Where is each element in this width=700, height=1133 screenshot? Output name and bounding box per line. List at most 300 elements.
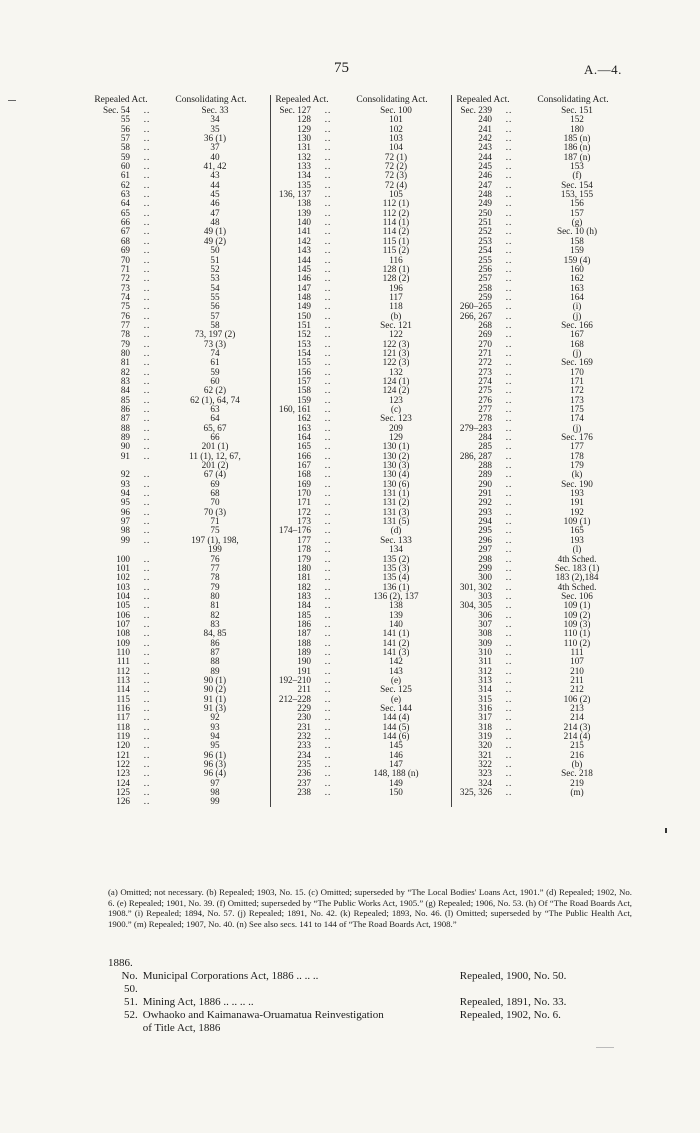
leader-dots: .. bbox=[505, 142, 513, 153]
repealed-section: 88 bbox=[120, 422, 130, 433]
leader-dots: .. bbox=[143, 749, 151, 760]
consolidating-section: 122 (3) bbox=[382, 357, 410, 368]
leader-dots: .. bbox=[505, 245, 513, 256]
table-row bbox=[90, 405, 270, 414]
repealed-section: 69 bbox=[120, 245, 130, 256]
repealed-section: 317 bbox=[478, 712, 492, 723]
leader-dots: .. bbox=[143, 133, 151, 144]
leader-dots: .. bbox=[324, 478, 332, 489]
concordance-table bbox=[90, 95, 630, 807]
leader-dots: .. bbox=[324, 273, 332, 284]
repealed-section: 160, 161 bbox=[278, 404, 311, 414]
leader-dots: .. bbox=[143, 422, 151, 433]
consolidating-section: 35 bbox=[210, 123, 220, 134]
leader-dots: .. bbox=[324, 114, 332, 125]
consolidating-section: (b) bbox=[390, 310, 402, 321]
consolidating-section: 78 bbox=[210, 572, 220, 583]
leader-dots: .. bbox=[505, 375, 513, 386]
repealed-section: 142 bbox=[297, 235, 311, 246]
repealed-section: 318 bbox=[478, 721, 492, 732]
leader-dots: .. bbox=[505, 572, 513, 583]
repealed-section: 154 bbox=[297, 347, 311, 358]
leader-dots: .. bbox=[143, 366, 151, 377]
table-row bbox=[90, 508, 270, 517]
repealed-section: 325, 326 bbox=[459, 787, 492, 798]
repealed-section: 171 bbox=[297, 497, 311, 508]
leader-dots: .. bbox=[143, 142, 151, 153]
repealed-section: 251 bbox=[478, 217, 492, 228]
repealed-section: 65 bbox=[120, 207, 130, 218]
page-number: 75 bbox=[334, 60, 349, 76]
consolidating-section: 115 (1) bbox=[382, 235, 410, 246]
repealed-section: 182 bbox=[297, 581, 311, 592]
leader-dots: .. bbox=[143, 777, 151, 788]
repealed-section: 114 bbox=[116, 684, 130, 695]
leader-dots: .. bbox=[505, 329, 513, 340]
leader-dots: .. bbox=[324, 590, 332, 601]
leader-dots: .. bbox=[324, 581, 332, 592]
consolidating-section: 153, 155 bbox=[560, 189, 594, 200]
act-entry bbox=[108, 970, 648, 996]
consolidating-section: 34 bbox=[210, 114, 220, 125]
leader-dots: .. bbox=[505, 787, 513, 798]
consolidating-section: 165 bbox=[570, 525, 584, 536]
consolidating-section: 41, 42 bbox=[203, 161, 227, 172]
leader-dots: .. bbox=[324, 179, 332, 190]
repealed-section: 285 bbox=[478, 441, 492, 452]
leader-dots: .. bbox=[505, 404, 513, 414]
repealed-section: 312 bbox=[478, 665, 492, 676]
table-row bbox=[90, 265, 270, 274]
repealed-section: 148 bbox=[297, 291, 311, 302]
leader-dots: .. bbox=[143, 646, 151, 657]
leader-dots: .. bbox=[324, 301, 332, 312]
repealed-section: 163 bbox=[297, 422, 311, 433]
consolidating-section: 55 bbox=[210, 291, 220, 302]
leader-dots: .. bbox=[324, 151, 332, 162]
leader-dots: .. bbox=[505, 506, 513, 517]
repealed-section: 101 bbox=[116, 562, 130, 573]
consolidating-section: 121 (3) bbox=[382, 347, 410, 358]
consolidating-section: 130 (6) bbox=[382, 478, 410, 489]
repealed-section: 237 bbox=[297, 777, 311, 788]
leader-dots: .. bbox=[505, 646, 513, 657]
leader-dots: .. bbox=[324, 413, 332, 424]
consolidating-section: 74 bbox=[210, 347, 220, 358]
leader-dots: .. bbox=[143, 628, 151, 639]
table-row bbox=[90, 358, 270, 367]
year-heading: 1886. bbox=[108, 957, 133, 969]
repealed-section: 308 bbox=[478, 628, 492, 639]
consolidating-section: 81 bbox=[210, 600, 220, 611]
leader-dots: .. bbox=[324, 562, 332, 573]
leader-dots: .. bbox=[505, 189, 513, 200]
table-row bbox=[90, 153, 270, 162]
repealed-section: 106 bbox=[116, 609, 130, 620]
leader-dots: .. bbox=[324, 693, 332, 704]
repealed-section: 257 bbox=[478, 273, 492, 284]
repealed-section: 67 bbox=[120, 226, 130, 237]
consolidating-section: Sec. 125 bbox=[380, 684, 412, 695]
leader-dots: .. bbox=[505, 637, 513, 648]
leader-dots: .. bbox=[505, 217, 513, 228]
leader-dots: .. bbox=[143, 263, 151, 274]
repealed-section: 146 bbox=[297, 273, 311, 284]
consolidating-section: 96 (3) bbox=[203, 759, 227, 770]
repealed-section: 140 bbox=[297, 217, 311, 228]
consolidating-section: 4th Sched. bbox=[557, 553, 597, 564]
leader-dots: .. bbox=[324, 329, 332, 340]
repealed-section: 152 bbox=[297, 329, 311, 340]
table-row bbox=[90, 424, 270, 433]
consolidating-section: 95 bbox=[210, 740, 220, 751]
table-row bbox=[90, 284, 270, 293]
consolidating-section: 143 bbox=[389, 665, 403, 676]
consolidating-section: 197 (1), 198, bbox=[191, 534, 239, 545]
table-row bbox=[90, 330, 270, 339]
leader-dots: .. bbox=[324, 703, 332, 713]
leader-dots: .. bbox=[505, 525, 513, 536]
consolidating-section: 185 (n) bbox=[563, 133, 591, 144]
consolidating-section: 201 (1) bbox=[201, 441, 229, 452]
repealed-section: 84 bbox=[120, 385, 130, 396]
table-row bbox=[90, 349, 270, 358]
repealed-section: 229 bbox=[297, 703, 311, 713]
leader-dots: .. bbox=[324, 357, 332, 368]
leader-dots: .. bbox=[143, 329, 151, 340]
consolidating-section: 59 bbox=[210, 366, 220, 377]
repealed-section: 179 bbox=[297, 553, 311, 564]
consolidating-section: 94 bbox=[210, 731, 220, 742]
header-consolidating-act: Consolidating Act. bbox=[356, 95, 428, 105]
leader-dots: .. bbox=[324, 506, 332, 517]
leader-dots: .. bbox=[324, 404, 332, 414]
table-row bbox=[90, 312, 270, 321]
repealed-section: 304, 305 bbox=[459, 600, 492, 611]
leader-dots: .. bbox=[324, 516, 332, 527]
leader-dots: .. bbox=[505, 684, 513, 695]
table-row bbox=[90, 218, 270, 227]
consolidating-section: 160 bbox=[570, 263, 584, 274]
leader-dots: .. bbox=[324, 712, 332, 723]
leader-dots: .. bbox=[505, 394, 513, 405]
page-reference: A.—4. bbox=[584, 62, 622, 77]
repealed-section: 81 bbox=[120, 357, 130, 368]
consolidating-section: 158 bbox=[570, 235, 584, 246]
leader-dots: .. bbox=[324, 768, 332, 779]
consolidating-section: 214 (3) bbox=[563, 721, 591, 732]
leader-dots: .. bbox=[324, 721, 332, 732]
leader-dots: .. bbox=[143, 254, 151, 265]
repealed-section: 276 bbox=[478, 394, 492, 405]
consolidating-section: 179 bbox=[570, 460, 584, 471]
consolidating-section: 130 (3) bbox=[382, 460, 410, 471]
table-column bbox=[451, 106, 632, 807]
leader-dots: .. bbox=[505, 441, 513, 452]
consolidating-section: 109 (3) bbox=[563, 618, 591, 629]
repealed-section: 301, 302 bbox=[459, 581, 492, 592]
repealed-section: 130 bbox=[297, 133, 311, 144]
repealed-section: 103 bbox=[116, 581, 130, 592]
repealed-section: 180 bbox=[297, 562, 311, 573]
consolidating-section: 192 bbox=[570, 506, 584, 517]
consolidating-section: 153 bbox=[570, 161, 584, 172]
repealed-section: 110 bbox=[116, 646, 130, 657]
repealed-section: 71 bbox=[120, 263, 130, 274]
consolidating-section: 144 (6) bbox=[382, 731, 410, 742]
consolidating-section: 91 (1) bbox=[203, 693, 227, 704]
consolidating-section: 106 (2) bbox=[563, 693, 591, 704]
repealed-section: 123 bbox=[116, 768, 130, 779]
table-headers bbox=[90, 95, 630, 106]
repealed-section: 211 bbox=[297, 684, 311, 695]
consolidating-section: 37 bbox=[210, 142, 220, 153]
table-row bbox=[90, 106, 270, 115]
consolidating-section: 130 (4) bbox=[382, 469, 410, 480]
table-row bbox=[90, 125, 270, 134]
consolidating-section: 177 bbox=[570, 441, 584, 452]
consolidating-section: 171 bbox=[570, 375, 584, 386]
consolidating-section: 148, 188 (n) bbox=[373, 768, 419, 779]
margin-mark bbox=[665, 828, 667, 833]
consolidating-section: 40 bbox=[210, 151, 220, 162]
leader-dots: .. bbox=[324, 217, 332, 228]
consolidating-section: 129 bbox=[389, 432, 403, 443]
repealed-section: 72 bbox=[120, 273, 130, 284]
leader-dots: .. bbox=[143, 291, 151, 302]
consolidating-section: 97 bbox=[210, 777, 220, 788]
repealed-section: 104 bbox=[116, 590, 130, 601]
consolidating-section: 98 bbox=[210, 787, 220, 798]
leader-dots: .. bbox=[143, 562, 151, 573]
leader-dots: .. bbox=[505, 628, 513, 639]
consolidating-section: 162 bbox=[570, 273, 584, 284]
repealed-section: 68 bbox=[120, 235, 130, 246]
repealed-section: 93 bbox=[120, 478, 130, 489]
consolidating-section: 54 bbox=[210, 282, 220, 293]
leader-dots: .. bbox=[143, 516, 151, 527]
leader-dots: .. bbox=[143, 151, 151, 162]
consolidating-section: (c) bbox=[390, 404, 402, 414]
leader-dots: .. bbox=[505, 235, 513, 246]
repealed-section: 185 bbox=[297, 609, 311, 620]
repealed-section: 102 bbox=[116, 572, 130, 583]
leader-dots: .. bbox=[505, 338, 513, 349]
consolidating-section: 219 bbox=[570, 777, 584, 788]
leader-dots: .. bbox=[143, 796, 151, 807]
repealed-section: 316 bbox=[478, 703, 492, 713]
consolidating-section: 93 bbox=[210, 721, 220, 732]
consolidating-section: 213 bbox=[570, 703, 584, 713]
repealed-section: 307 bbox=[478, 618, 492, 629]
repealed-section: 241 bbox=[478, 123, 492, 134]
repealed-section: 77 bbox=[120, 319, 130, 330]
repealed-section: 87 bbox=[120, 413, 130, 424]
leader-dots: .. bbox=[143, 609, 151, 620]
table-row bbox=[90, 171, 270, 180]
consolidating-section: 103 bbox=[389, 133, 403, 144]
repealed-section: 61 bbox=[120, 170, 130, 181]
repealed-section: 96 bbox=[120, 506, 130, 517]
leader-dots: .. bbox=[505, 301, 513, 312]
consolidating-section: 140 bbox=[389, 618, 403, 629]
leader-dots: .. bbox=[505, 590, 513, 601]
repealed-section: 156 bbox=[297, 366, 311, 377]
repealed-section: 315 bbox=[478, 693, 492, 704]
consolidating-section: 73 (3) bbox=[203, 338, 227, 349]
table-row bbox=[90, 470, 270, 479]
repealed-section: 98 bbox=[120, 525, 130, 536]
repealed-section: 119 bbox=[116, 731, 130, 742]
leader-dots: .. bbox=[143, 310, 151, 321]
repealed-section: 190 bbox=[297, 656, 311, 667]
consolidating-section: 118 bbox=[389, 301, 403, 312]
act-number: No. 50. bbox=[121, 970, 138, 995]
leader-dots: .. bbox=[505, 170, 513, 181]
leader-dots: .. bbox=[324, 665, 332, 676]
consolidating-section: 56 bbox=[210, 301, 220, 312]
leader-dots: .. bbox=[324, 105, 332, 115]
leader-dots: .. bbox=[143, 394, 151, 405]
repealed-section: 320 bbox=[478, 740, 492, 751]
leader-dots: .. bbox=[505, 413, 513, 424]
leader-dots: .. bbox=[324, 609, 332, 620]
repealed-section: 277 bbox=[478, 404, 492, 414]
leader-dots: .. bbox=[143, 319, 151, 330]
repealed-section: 268 bbox=[478, 319, 492, 330]
leader-dots: .. bbox=[505, 731, 513, 742]
repealed-section: 252 bbox=[478, 226, 492, 237]
leader-dots: .. bbox=[505, 497, 513, 508]
repealed-section: 117 bbox=[116, 712, 130, 723]
leader-dots: .. bbox=[143, 161, 151, 172]
leader-dots: .. bbox=[143, 506, 151, 517]
table-column bbox=[270, 106, 451, 807]
consolidating-section: 134 bbox=[389, 544, 403, 555]
repealed-section: 115 bbox=[116, 693, 130, 704]
consolidating-section: 87 bbox=[210, 646, 220, 657]
consolidating-section: (j) bbox=[572, 347, 582, 358]
leader-dots: .. bbox=[324, 600, 332, 611]
leader-dots: .. bbox=[505, 357, 513, 368]
repealed-section: 138 bbox=[297, 198, 311, 209]
leader-dots: .. bbox=[505, 488, 513, 499]
repealed-section: 159 bbox=[297, 394, 311, 405]
repealed-section: 150 bbox=[297, 310, 311, 321]
consolidating-section: 145 bbox=[389, 740, 403, 751]
repealed-section: 132 bbox=[297, 151, 311, 162]
consolidating-section: 196 bbox=[389, 282, 403, 293]
act-entry bbox=[108, 1022, 648, 1035]
consolidating-section: 99 bbox=[210, 796, 220, 807]
leader-dots: .. bbox=[143, 245, 151, 256]
repealed-section: 134 bbox=[297, 170, 311, 181]
table-row bbox=[90, 489, 270, 498]
leader-dots: .. bbox=[324, 684, 332, 695]
leader-dots: .. bbox=[324, 450, 332, 461]
repealed-section: 191 bbox=[297, 665, 311, 676]
leader-dots: .. bbox=[324, 385, 332, 396]
consolidating-section: 199 bbox=[208, 544, 222, 555]
leader-dots: .. bbox=[143, 740, 151, 751]
leader-dots: .. bbox=[143, 226, 151, 237]
leader-dots: .. bbox=[505, 618, 513, 629]
consolidating-section: 142 bbox=[389, 656, 403, 667]
repealed-section: 73 bbox=[120, 282, 130, 293]
leader-dots: .. bbox=[505, 133, 513, 144]
leader-dots: .. bbox=[505, 385, 513, 396]
leader-dots: .. bbox=[505, 432, 513, 443]
consolidating-section: Sec. 154 bbox=[561, 179, 593, 190]
repealed-section: 92 bbox=[120, 469, 130, 480]
repealed-section: 188 bbox=[297, 637, 311, 648]
consolidating-section: 86 bbox=[210, 637, 220, 648]
leader-dots: .. bbox=[505, 703, 513, 713]
repealed-section: 233 bbox=[297, 740, 311, 751]
consolidating-section: 75 bbox=[210, 525, 220, 536]
repealed-section: 86 bbox=[120, 404, 130, 414]
table-row bbox=[90, 517, 270, 526]
consolidating-section: 72 (3) bbox=[384, 170, 408, 181]
consolidating-section: 157 bbox=[570, 207, 584, 218]
leader-dots: .. bbox=[505, 319, 513, 330]
consolidating-section: 183 (2),184 bbox=[555, 572, 599, 583]
act-number: 52. bbox=[123, 1009, 138, 1021]
table-row bbox=[90, 246, 270, 255]
table-row bbox=[90, 536, 270, 545]
consolidating-section: 122 (3) bbox=[382, 338, 410, 349]
leader-dots: .. bbox=[505, 759, 513, 770]
consolidating-section: Sec. 169 bbox=[561, 357, 593, 368]
consolidating-section: 109 (1) bbox=[563, 516, 591, 527]
consolidating-section: 11 (1), 12, 67, bbox=[189, 450, 241, 461]
act-name: Municipal Corporations Act, 1886 .. .. .. bbox=[142, 970, 319, 982]
leader-dots: .. bbox=[324, 366, 332, 377]
leader-dots: .. bbox=[324, 777, 332, 788]
leader-dots: .. bbox=[324, 291, 332, 302]
repealed-section: 139 bbox=[297, 207, 311, 218]
leader-dots: .. bbox=[505, 226, 513, 237]
leader-dots: .. bbox=[143, 684, 151, 695]
leader-dots: .. bbox=[324, 618, 332, 629]
leader-dots: .. bbox=[143, 674, 151, 685]
repealed-section: 144 bbox=[297, 254, 311, 265]
repealed-section: 57 bbox=[120, 133, 130, 144]
repealed-section: 246 bbox=[478, 170, 492, 181]
consolidating-section: 214 bbox=[570, 712, 584, 723]
consolidating-section: 114 (1) bbox=[382, 217, 410, 228]
consolidating-section: 215 bbox=[570, 740, 584, 751]
repealed-section: 253 bbox=[478, 235, 492, 246]
consolidating-section: 70 bbox=[210, 497, 220, 508]
repealed-section: 292 bbox=[478, 497, 492, 508]
consolidating-section: 131 (3) bbox=[382, 506, 410, 517]
repealed-section: 56 bbox=[120, 123, 130, 134]
table-row bbox=[271, 788, 451, 797]
repealed-section: 311 bbox=[478, 656, 492, 667]
consolidating-section: 130 (1) bbox=[382, 441, 410, 452]
leader-dots: .. bbox=[143, 404, 151, 414]
repealed-section: 107 bbox=[116, 618, 130, 629]
consolidating-section: 130 (2) bbox=[382, 450, 410, 461]
repealed-section: 59 bbox=[120, 151, 130, 162]
repealed-section: 85 bbox=[120, 394, 130, 405]
leader-dots: .. bbox=[143, 525, 151, 536]
table-row bbox=[90, 452, 270, 461]
leader-dots: .. bbox=[505, 151, 513, 162]
leader-dots: .. bbox=[324, 497, 332, 508]
consolidating-section: 136 (2), 137 bbox=[373, 590, 419, 601]
